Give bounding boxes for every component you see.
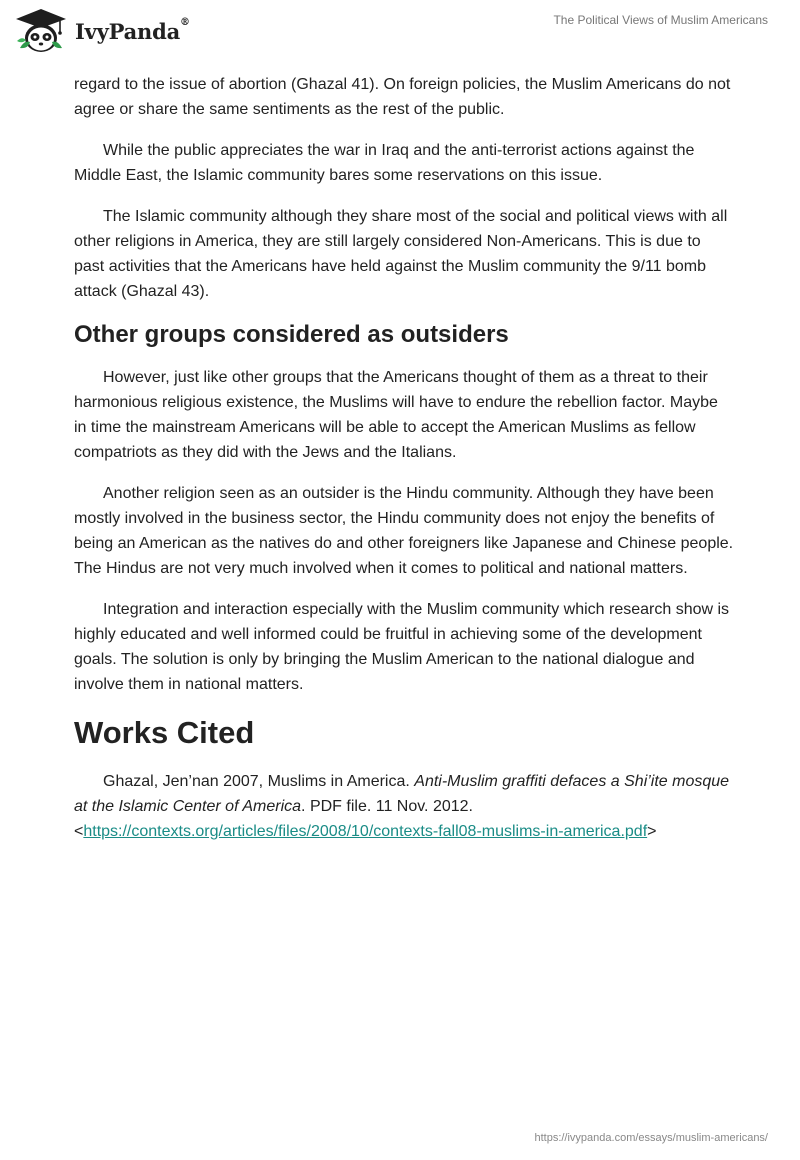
works-cited-heading: Works Cited	[74, 715, 255, 750]
paragraph-continuation: regard to the issue of abortion (Ghazal 41). On foreign policies, the Muslim Americans do not agree or share the same sentiments as the rest of the public.	[74, 76, 731, 118]
document-running-title: The Political Views of Muslim Americans	[553, 13, 768, 27]
page-header	[0, 0, 800, 70]
section-heading-outsiders: Other groups considered as outsiders	[74, 321, 509, 348]
citation-url-open: <	[74, 823, 84, 840]
registered-mark: ®	[180, 16, 190, 28]
paragraph: While the public appreciates the war in Iraq and the anti-terrorist actions against the Middle East, the Islamic community bares some reservations on this issue.	[74, 142, 695, 184]
citation-title: Anti-Muslim graffiti defaces a Shi’ite mosque at the Islamic Center of America	[74, 773, 730, 815]
citation-url-close: >	[647, 823, 657, 840]
graduation-cap-panda-icon	[14, 8, 68, 54]
paragraph: However, just like other groups that the Americans thought of them as a threat to their harmonious religious existence, the Muslims will have to endure the rebellion factor. Maybe in time the mainstream Americans will be able to accept the American Muslims as fellow compatriots as they did with the Jews and the Italians.	[74, 369, 718, 461]
citation-entry	[74, 769, 734, 844]
brand-name: IvyPanda®	[75, 16, 190, 44]
paragraph: The Islamic community although they share most of the social and political views with all other religions in America, they are still largely considered Non-Americans. This is due to past activities that the Americans have held against the Muslim community the 9/11 bomb attack (Ghazal 43).	[74, 208, 728, 300]
citation-details: . PDF file. 11 Nov. 2012.	[301, 798, 473, 815]
footer-source-url: https://ivypanda.com/essays/muslim-americans/	[534, 1132, 768, 1144]
paragraph: Integration and interaction especially with the Muslim community which research show is highly educated and well informed could be fruitful in achieving some of the development goals. The solution is only by bringing the Muslim American to the national dialogue and involve them in national matters.	[74, 601, 730, 693]
paragraph: Another religion seen as an outsider is the Hindu community. Although they have been mostly involved in the business sector, the Hindu community does not enjoy the benefits of being an American as the natives do and other foreigners like Japanese and Chinese people. The Hindus are not very much involved when it comes to political and national matters.	[74, 485, 734, 577]
essay-body	[74, 72, 734, 860]
citation-author: Ghazal, Jen’nan 2007, Muslims in America.	[103, 773, 415, 790]
ivypanda-logo[interactable]	[14, 8, 190, 54]
citation-link[interactable]: https://contexts.org/articles/files/2008/10/contexts-fall08-muslims-in-america.pdf	[83, 823, 648, 840]
